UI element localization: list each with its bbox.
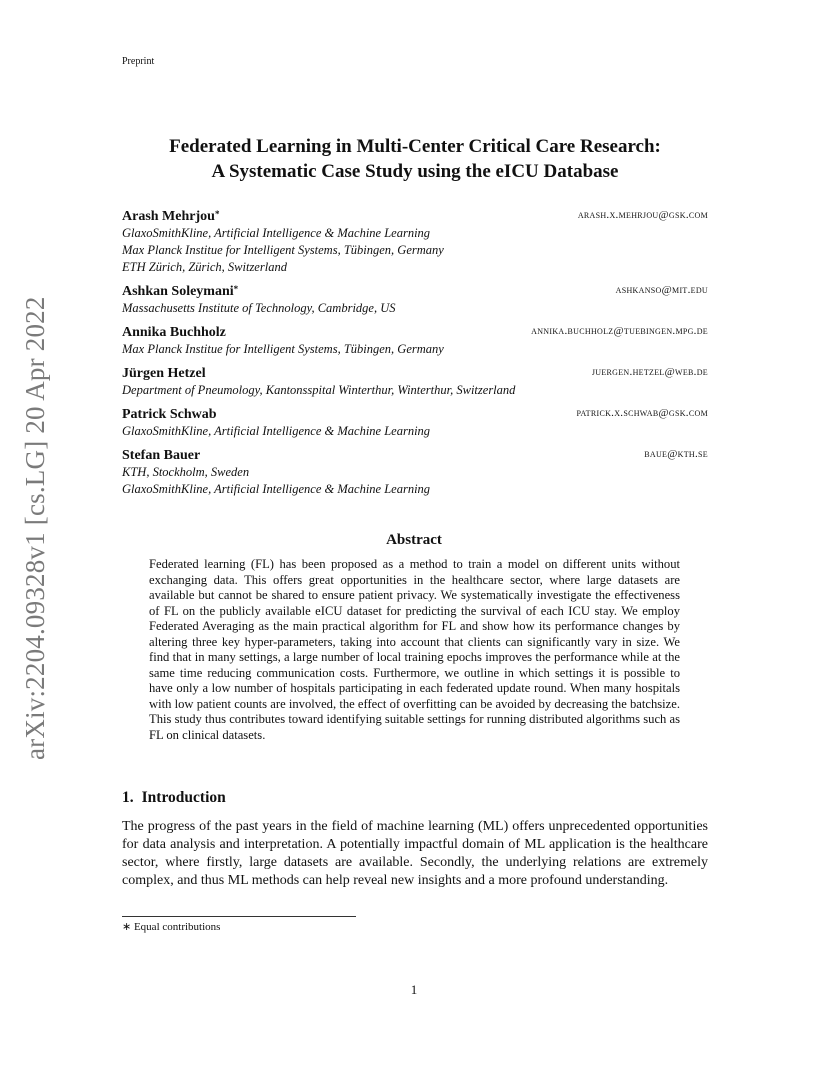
author-name	[122, 366, 206, 381]
author-affiliation: ETH Zürich, Zürich, Switzerland	[122, 260, 287, 274]
abstract-heading: Abstract	[386, 532, 442, 548]
equal-contribution-marker: *	[233, 284, 239, 294]
author-name	[122, 448, 200, 463]
author-name-text: Stefan Bauer	[122, 448, 201, 463]
author-affiliation: Max Planck Institue for Intelligent Systems, Tübingen, Germany	[122, 342, 444, 356]
equal-contribution-marker: *	[214, 209, 220, 219]
author-email: baue@kth.se	[644, 448, 708, 460]
author-entry	[122, 282, 708, 317]
author-entry	[122, 364, 708, 399]
introduction-paragraph: The progress of the past years in the field of machine learning (ML) offers unprecedented opportunities for data analysis and interpretation. A potentially impactful domain of ML application is the healthcare sector, where firstly, large datasets are available. Secondly, the underlying relations are extremely complex, and thus ML methods can help reveal new insights and a more profound understanding.	[122, 819, 708, 888]
author-email: annika.buchholz@tuebingen.mpg.de	[531, 325, 708, 337]
author-email: patrick.x.schwab@gsk.com	[576, 407, 708, 419]
author-name-text: Arash Mehrjou	[122, 209, 215, 224]
author-name-row	[122, 405, 708, 423]
author-entry	[122, 446, 708, 498]
paper-title	[95, 134, 735, 184]
author-name-row	[122, 446, 708, 464]
section-title: Introduction	[141, 789, 226, 806]
author-entry	[122, 207, 708, 276]
section-number: 1.	[122, 789, 134, 806]
author-name-text: Jürgen Hetzel	[122, 366, 206, 381]
page-number: 1	[410, 982, 418, 997]
author-entry	[122, 405, 708, 440]
author-entry	[122, 323, 708, 358]
author-block	[122, 207, 708, 504]
running-header: Preprint	[122, 56, 155, 67]
author-name	[122, 284, 238, 299]
author-name	[122, 209, 219, 224]
author-email: ashkanso@mit.edu	[615, 284, 708, 296]
arxiv-identifier-stamp: arXiv:2204.09328v1 [cs.LG] 20 Apr 2022	[20, 296, 50, 760]
author-affiliation: Massachusetts Institute of Technology, Cambridge, US	[122, 301, 396, 315]
author-affiliation: Department of Pneumology, Kantonsspital Winterthur, Winterthur, Switzerland	[122, 383, 516, 397]
author-name-text: Patrick Schwab	[122, 407, 217, 422]
author-name	[122, 325, 226, 340]
section-heading-introduction	[122, 789, 226, 807]
author-name-text: Annika Buchholz	[122, 325, 226, 340]
author-affiliation: GlaxoSmithKline, Artificial Intelligence & Machine Learning	[122, 424, 431, 438]
abstract-text: Federated learning (FL) has been proposed as a method to train a model on different units without exchanging data. This offers great opportunities in the healthcare sector, where large datasets are available but cannot be shared to ensure patient privacy. We systematically investigate the effectiveness of FL on the publicly available eICU dataset for predicting the survival of each ICU stay. We employ Federated Averaging as the main practical algorithm for FL and show how its performance changes by altering three key hyper-parameters, taking into account that clients can significantly vary in size. We find that in many settings, a large number of local training epochs improves the performance while at the same time reducing communication costs. Furthermore, we outline in which settings it is possible to have only a low number of hospitals participating in each federated update round. When many hospitals with low patient counts are involved, the effect of overfitting can be avoided by decreasing the batchsize. This study thus contributes toward identifying suitable settings for running distributed algorithms such as FL on clinical datasets.	[149, 557, 680, 742]
author-name-text: Ashkan Soleymani	[122, 284, 234, 299]
author-email: arash.x.mehrjou@gsk.com	[577, 209, 708, 221]
author-affiliation: KTH, Stockholm, Sweden	[122, 465, 250, 479]
author-name	[122, 407, 217, 422]
footnote-rule	[122, 916, 356, 917]
author-email: juergen.hetzel@web.de	[591, 366, 708, 378]
title-line-1: Federated Learning in Multi-Center Critical Care Research:	[169, 136, 661, 157]
author-name-row	[122, 323, 708, 341]
title-line-2: A Systematic Case Study using the eICU Database	[211, 161, 619, 182]
author-affiliation: GlaxoSmithKline, Artificial Intelligence & Machine Learning	[122, 482, 431, 496]
footnote: ∗ Equal contributions	[122, 921, 221, 933]
author-name-row	[122, 364, 708, 382]
author-affiliation: Max Planck Institue for Intelligent Systems, Tübingen, Germany	[122, 243, 444, 257]
author-name-row	[122, 207, 708, 225]
author-name-row	[122, 282, 708, 300]
author-affiliation: GlaxoSmithKline, Artificial Intelligence & Machine Learning	[122, 226, 431, 240]
